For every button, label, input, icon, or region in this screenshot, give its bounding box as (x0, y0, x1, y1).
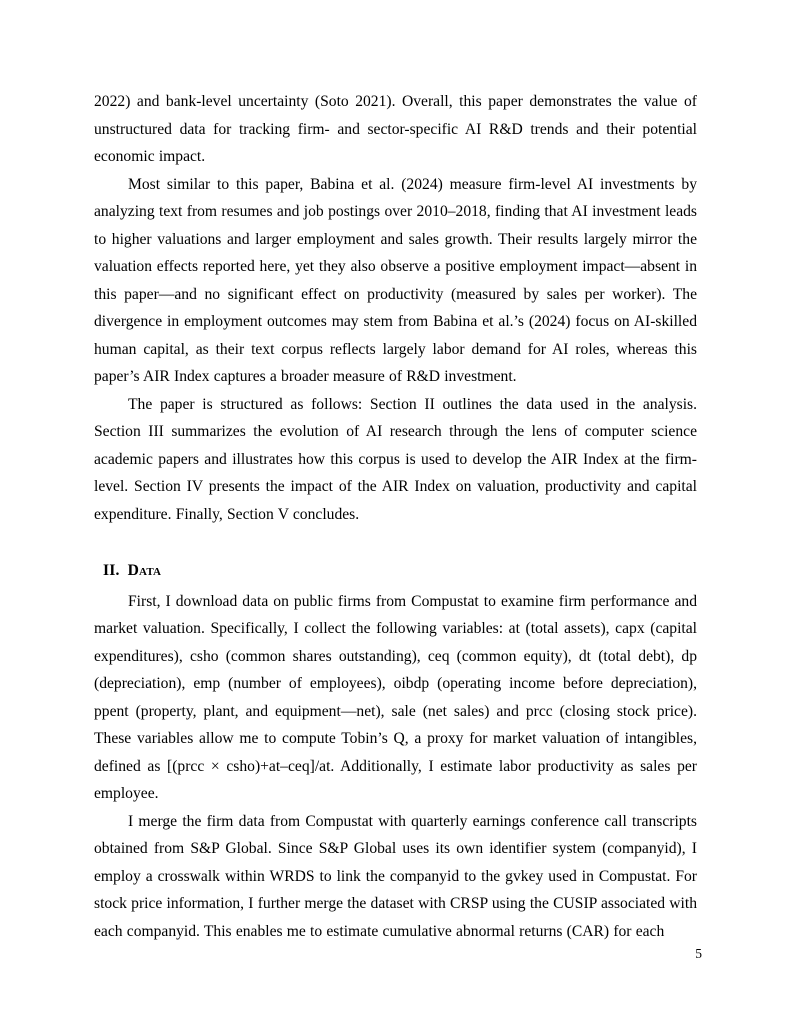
section-numeral: II. (103, 562, 120, 579)
page-text-column (94, 88, 697, 945)
paragraph-compustat-variables: First, I download data on public firms from Compustat to examine firm performance and market valuation. Specifically, I collect the following variables: at (total assets), capx (capital expenditures), csho (common shares outstanding), ceq (common equity), dt (total debt), dp (depreciation), emp (number of employees), oibdp (operating income before depreciation), ppent (property, plant, and equipment—net), sale (net sales) and prcc (closing stock price). These variables allow me to compute Tobin’s Q, a proxy for market valuation of intangibles, defined as [(prcc × csho)+at–ceq]/at. Additionally, I estimate labor productivity as sales per employee. (94, 592, 697, 802)
page-number: 5 (695, 946, 702, 961)
paragraph-merge-sp-global: I merge the firm data from Compustat with quarterly earnings conference call transcripts obtained from S&P Global. Since S&P Global uses its own identifier system (companyid), I employ a crosswalk within WRDS to link the companyid to the gvkey used in Compustat. For stock price information, I further merge the dataset with CRSP using the CUSIP associated with each companyid. This enables me to estimate cumulative abnormal returns (CAR) for each (94, 812, 697, 940)
section-title: Data (127, 562, 162, 579)
paragraph-paper-structure: The paper is structured as follows: Section II outlines the data used in the analysis. Section III summarizes the evolution of AI research through the lens of computer science academic papers and illustrates how this corpus is used to develop the AIR Index at the firm-level. Section IV presents the impact of the AIR Index on valuation, productivity and capital expenditure. Finally, Section V concludes. (94, 395, 697, 523)
paragraph-babina-comparison: Most similar to this paper, Babina et al. (2024) measure firm-level AI investments by analyzing text from resumes and job postings over 2010–2018, finding that AI investment leads to higher valuations and larger employment and sales growth. Their results largely mirror the valuation effects reported here, yet they also observe a positive employment impact—absent in this paper—and no significant effect on productivity (measured by sales per worker). The divergence in employment outcomes may stem from Babina et al.’s (2024) focus on AI-skilled human capital, as their text corpus reflects largely labor demand for AI roles, whereas this paper’s AIR Index captures a broader measure of R&D investment. (94, 175, 697, 385)
heading-spacer-above (94, 528, 697, 557)
paragraph-continued-intro: 2022) and bank-level uncertainty (Soto 2021). Overall, this paper demonstrates the value of unstructured data for tracking firm- and sector-specific AI R&D trends and their potential economic impact. (94, 93, 697, 165)
section-heading-data (103, 557, 697, 585)
